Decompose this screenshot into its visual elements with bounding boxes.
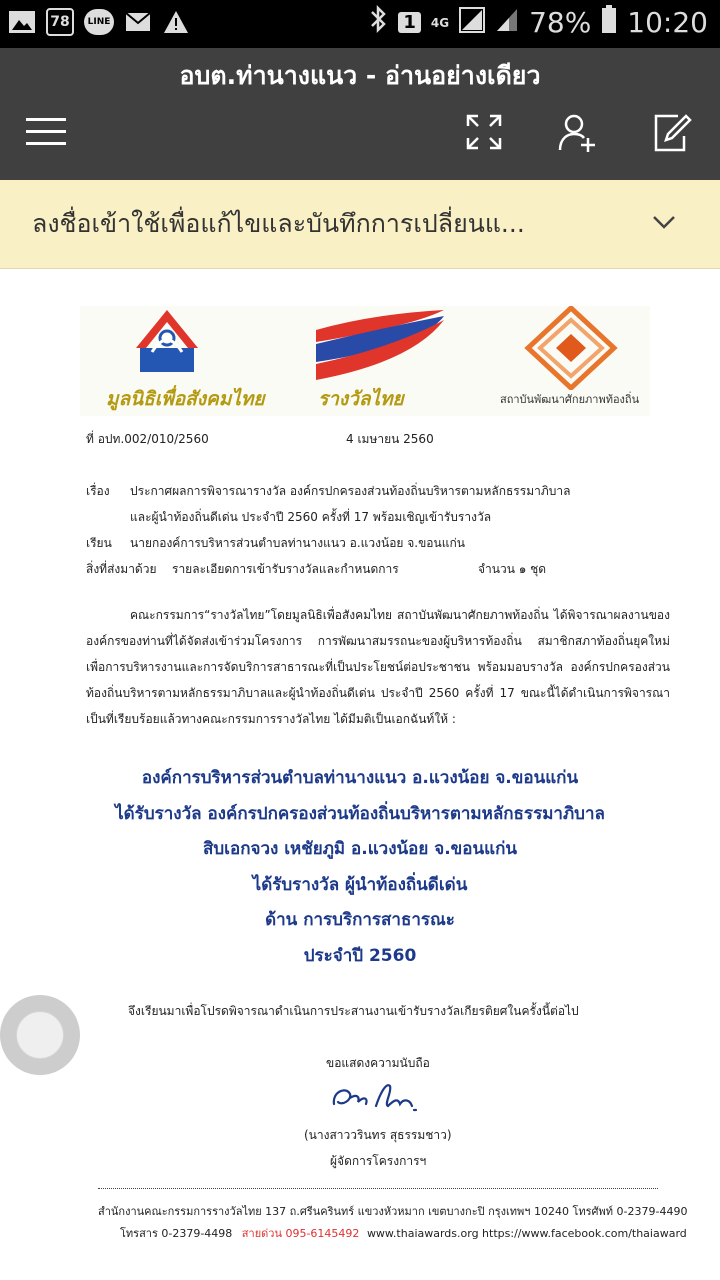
- letterhead-logos: [80, 306, 650, 416]
- status-system: [368, 4, 708, 41]
- edit-button[interactable]: [652, 112, 692, 152]
- edit-document-icon: [652, 112, 692, 152]
- announcement-line: องค์การบริหารส่วนตำบลท่านางแนว อ.แวงน้อย จ.ขอนแก่น: [141, 768, 579, 788]
- document-page: [0, 270, 720, 1280]
- institute-logo-caption: สถาบันพัฒนาศักยภาพท้องถิ่น: [500, 393, 640, 406]
- foundation-logo-caption: มูลนิธิเพื่อสังคมไทย: [106, 388, 265, 410]
- network-type: 4G: [430, 15, 450, 30]
- sign-in-banner-text: ลงชื่อเข้าใช้เพื่อแก้ไขและบันทึกการเปลี่ยนแ...: [32, 209, 525, 238]
- closing-text: จึงเรียนมาเพื่อโปรดพิจารณาดำเนินการประสานงานเข้ารับรางวัลเกียรติยศในครั้งนี้ต่อไป: [128, 1004, 579, 1018]
- mail-icon: [124, 8, 152, 36]
- announcement-line: ได้รับรางวัล องค์กรปกครองส่วนท้องถิ่นบริหารตามหลักธรรมาภิบาล: [115, 804, 605, 824]
- announcement-line: ได้รับรางวัล ผู้นำท้องถิ่นดีเด่น: [252, 875, 468, 895]
- battery-icon: [601, 4, 617, 41]
- thai-award-logo: [312, 308, 447, 386]
- footer-contacts: [120, 1224, 687, 1242]
- footer-divider: [98, 1188, 658, 1189]
- expand-icon: [464, 112, 504, 152]
- footer-address: สำนักงานคณะกรรมการรางวัลไทย 137 ถ.ศรีนครินทร์ แขวงหัวหมาก เขตบางกะปิ กรุงเทพฯ 10240 โทรศัพท์ 0-2379-4490: [98, 1205, 688, 1218]
- announcement-line: สิบเอกจวง เหชัยภูมิ อ.แวงน้อย จ.ขอนแก่น: [203, 839, 517, 859]
- subject-label: เรื่อง: [86, 484, 110, 498]
- footer-hotline: สายด่วน 095-6145492: [241, 1227, 360, 1240]
- enclosure-quantity: จำนวน ๑ ชุด: [478, 562, 547, 576]
- sign-in-banner[interactable]: [0, 180, 720, 269]
- body-line: องค์กรของท่านที่ได้จัดส่งเข้าร่วมโครงการ การพัฒนาสมรรถนะของผู้บริหารท้องถิ่น สมาชิกสภาท้องถิ่นยุคใหม่: [86, 634, 670, 648]
- signer-title: ผู้จัดการโครงการฯ: [330, 1154, 427, 1168]
- regards-text: ขอแสดงความนับถือ: [326, 1056, 430, 1070]
- footer-fax: โทรสาร 0-2379-4498: [120, 1227, 233, 1240]
- enclosure-text: รายละเอียดการเข้ารับรางวัลและกำหนดการ: [172, 562, 399, 576]
- signer-name: (นางสาววรินทร สุธรรมชาว): [304, 1128, 452, 1142]
- body-line: คณะกรรมการ“รางวัลไทย”โดยมูลนิธิเพื่อสังคมไทย สถาบันพัฒนาศักยภาพท้องถิ่น ได้พิจารณาผลงานของ: [130, 608, 670, 622]
- status-notifications: [8, 8, 190, 36]
- signal-icon: [459, 5, 485, 40]
- recipient-label: เรียน: [86, 536, 112, 550]
- foundation-logo: [132, 308, 202, 372]
- floating-assistive-button[interactable]: [0, 995, 80, 1075]
- footer-web: www.thaiawards.org https://www.facebook.com/thaiaward: [366, 1227, 687, 1240]
- notification-count-badge: 78: [46, 8, 74, 36]
- announcement-line: ด้าน การบริการสาธารณะ: [265, 910, 455, 930]
- chevron-down-icon[interactable]: [652, 212, 676, 232]
- app-bar: [0, 48, 720, 180]
- body-line: ท้องถิ่นบริหารตามหลักธรรมาภิบาลและผู้นำท้องถิ่นดีเด่น ประจำปี 2560 ครั้งที่ 17 ขณะนี้ได้ดำเนินการพิจารณา: [86, 686, 670, 700]
- announcement-line: ประจำปี 2560: [303, 946, 417, 966]
- recipient-text: นายกองค์การบริหารส่วนตำบลท่านางแนว อ.แวงน้อย จ.ขอนแก่น: [130, 536, 465, 550]
- reference-number: ที่ อปท.002/010/2560: [86, 432, 209, 446]
- add-person-button[interactable]: [558, 112, 598, 152]
- enclosure-label: สิ่งที่ส่งมาด้วย: [86, 562, 157, 576]
- thai-award-logo-caption: รางวัลไทย: [318, 388, 404, 410]
- status-bar: [0, 0, 720, 48]
- menu-icon: [26, 118, 66, 121]
- fullscreen-button[interactable]: [464, 112, 504, 152]
- subject-line-1: ประกาศผลการพิจารณารางวัล องค์กรปกครองส่วนท้องถิ่นบริหารตามหลักธรรมาภิบาล: [130, 484, 571, 498]
- body-line: เพื่อการบริหารงานและการจัดบริการสาธารณะที่เป็นประโยชน์ต่อประชาชน พร้อมมอบรางวัล องค์กรปกครองส่วน: [86, 660, 670, 674]
- clock: 10:20: [627, 6, 708, 39]
- institute-logo: [524, 306, 618, 390]
- menu-button[interactable]: [26, 118, 66, 146]
- battery-percent: 78%: [529, 6, 592, 39]
- assistive-touch-icon: [16, 1011, 64, 1059]
- app-title: อบต.ท่านางแนว - อ่านอย่างเดียว: [179, 61, 541, 90]
- add-person-icon: [558, 112, 598, 152]
- signal-icon-2: [495, 5, 519, 40]
- gallery-icon: [8, 8, 36, 36]
- body-line: เป็นที่เรียบร้อยแล้วทางคณะกรรมการรางวัลไทย ได้มีมติเป็นเอกฉันท์ให้ :: [86, 712, 456, 726]
- letter-date: 4 เมษายน 2560: [346, 432, 434, 446]
- warning-icon: [162, 8, 190, 36]
- bluetooth-icon: [368, 4, 388, 41]
- subject-line-2: และผู้นำท้องถิ่นดีเด่น ประจำปี 2560 ครั้งที่ 17 พร้อมเชิญเข้ารับรางวัล: [130, 510, 492, 524]
- body-paragraph: [86, 602, 670, 732]
- sim-indicator: 1: [398, 12, 421, 33]
- line-app-icon: LINE: [84, 9, 114, 35]
- signature-image: [328, 1076, 428, 1118]
